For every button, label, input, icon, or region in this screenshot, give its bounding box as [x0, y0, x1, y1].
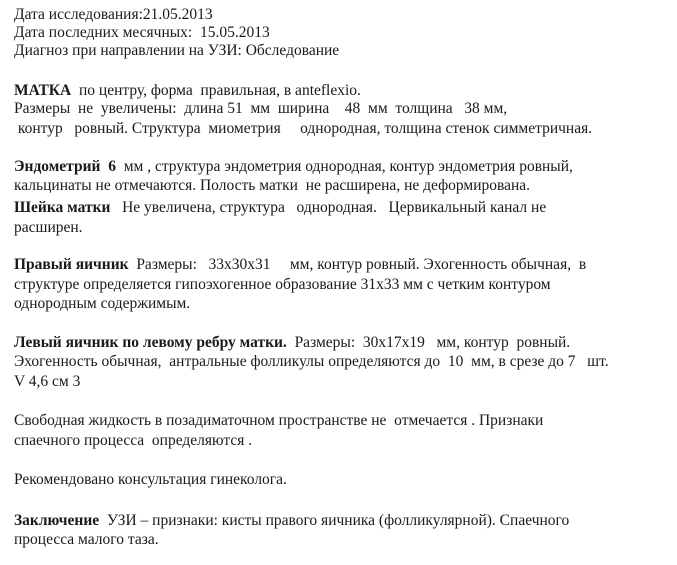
referral-diagnosis: Диагноз при направлении на УЗИ: Обследование	[14, 42, 340, 59]
cropped-text-fragment	[14, 0, 24, 1]
left-ovary-text-line2: Эхогенность обычная, антральные фолликулы определяются до 10 мм, в срезе до 7 шт.	[14, 353, 609, 370]
right-ovary-heading: Правый яичник	[14, 256, 129, 273]
left-ovary-section-line1	[14, 334, 570, 352]
uterus-section-line1	[14, 82, 361, 100]
endometrium-text: мм , структура эндометрия однородная, контур эндометрия ровный,	[115, 158, 573, 175]
last-period-date: Дата последних месячных: 15.05.2013	[14, 24, 270, 41]
right-ovary-text-line2: структуре определяется гипоэхогенное образование 31х33 мм с четким контуром	[14, 276, 551, 293]
endometrium-heading: Эндометрий 6	[14, 158, 116, 175]
free-fluid-text-line1: Свободная жидкость в позадиматочном пространстве не отмечается . Признаки	[14, 412, 544, 429]
cervix-heading: Шейка матки	[14, 199, 111, 216]
right-ovary-text: Размеры: 33х30х31 мм, контур ровный. Эхогенность обычная, в	[128, 256, 587, 273]
endometrium-text-line2: кальцинаты не отмечаются. Полость матки не расширена, не деформирована.	[14, 177, 531, 194]
conclusion-text-line2: процесса малого таза.	[14, 531, 159, 548]
right-ovary-text-line3: однородным содержимым.	[14, 295, 191, 312]
uterus-contour: контур ровный. Структура миометрия однородная, толщина стенок симметричная.	[14, 120, 593, 137]
recommendation-text: Рекомендовано консультация гинеколога.	[14, 471, 287, 488]
left-ovary-volume: V 4,6 см 3	[14, 373, 81, 390]
cervix-text-line2: расширен.	[14, 219, 83, 236]
uterus-text: по центру, форма правильная, в anteflexio.	[71, 82, 361, 99]
exam-date: Дата исследования:21.05.2013	[14, 6, 213, 23]
uterus-dimensions: Размеры не увеличены: длина 51 мм ширина 48 мм толщина 38 мм,	[14, 100, 508, 117]
cervix-text: Не увеличена, структура однородная. Цервикальный канал не	[110, 199, 547, 216]
conclusion-section-line1	[14, 512, 569, 530]
conclusion-text: УЗИ – признаки: кисты правого яичника (фолликулярной). Спаечного	[99, 512, 570, 529]
conclusion-heading: Заключение	[14, 512, 100, 529]
cervix-section-line1	[14, 199, 546, 217]
right-ovary-section-line1	[14, 256, 586, 274]
left-ovary-text: Размеры: 30х17х19 мм, контур ровный.	[286, 334, 571, 351]
left-ovary-heading: Левый яичник по левому ребру матки.	[14, 334, 287, 351]
free-fluid-text-line2: спаечного процесса определяются .	[14, 432, 253, 449]
uterus-heading: МАТКА	[14, 82, 72, 99]
endometrium-section-line1	[14, 158, 573, 176]
